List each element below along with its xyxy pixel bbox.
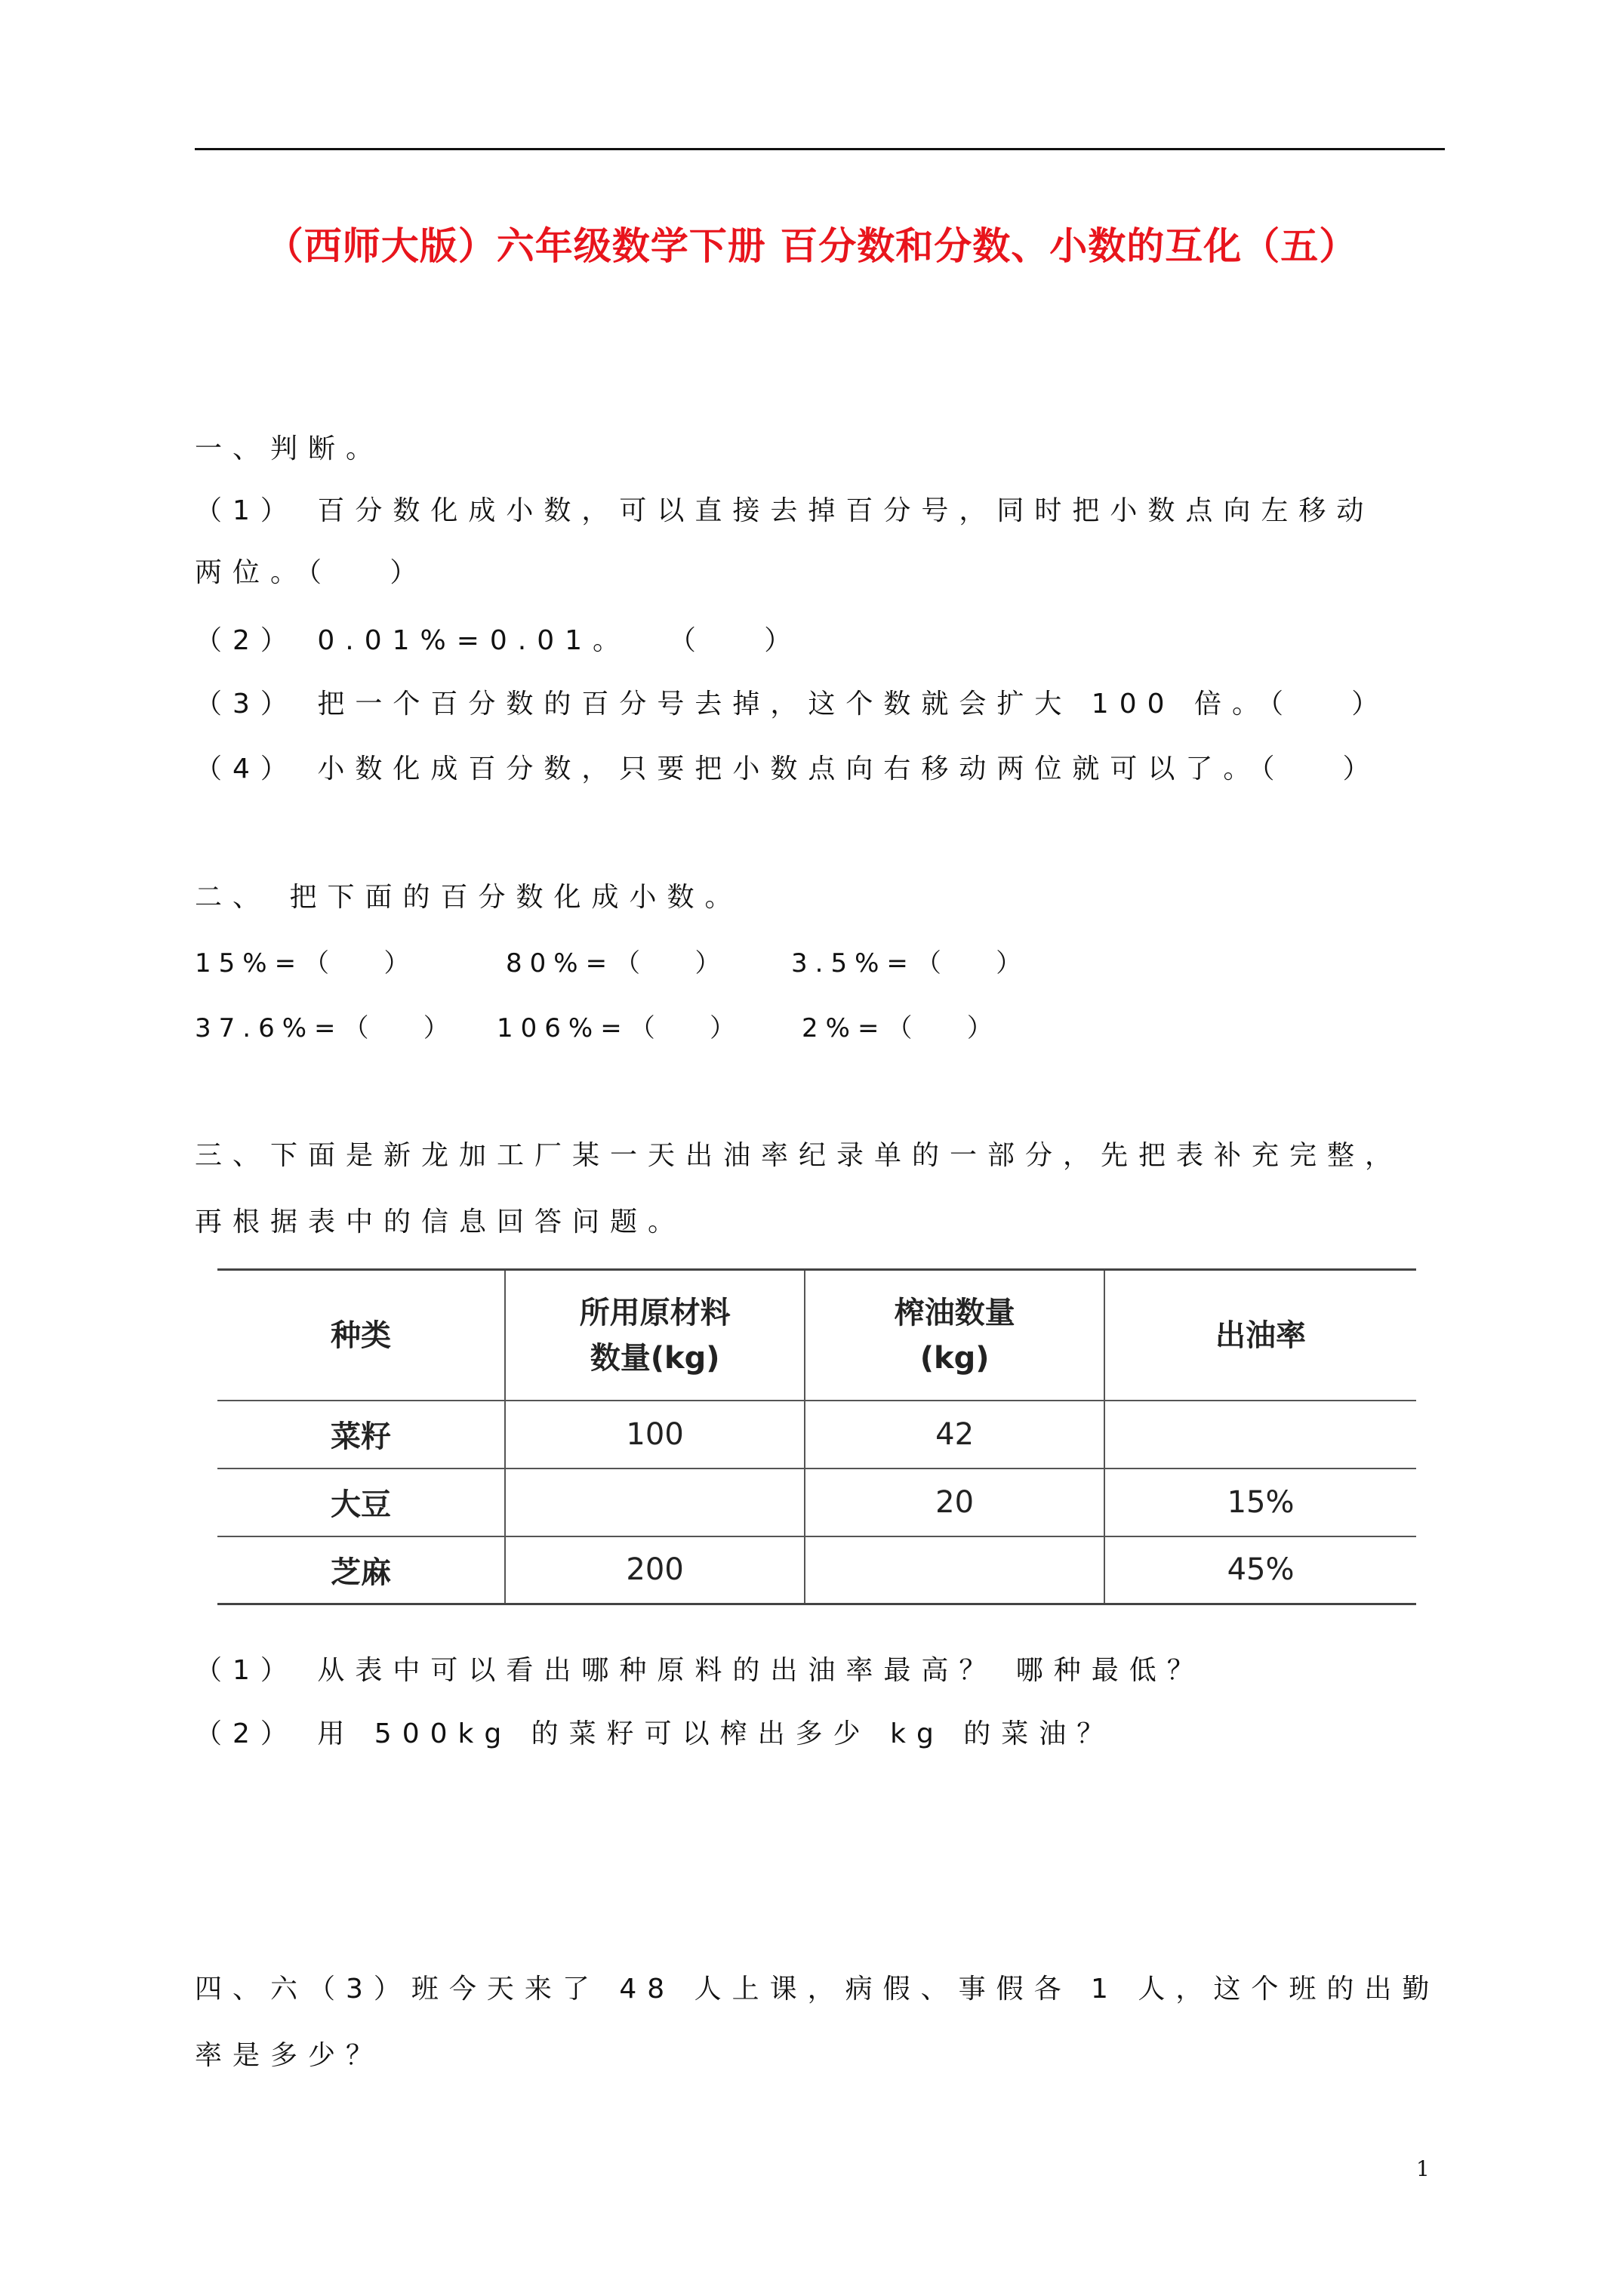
section1-q1-line2: 两位。（ ） <box>195 557 428 588</box>
header-category: 种类 <box>217 1270 505 1401</box>
table-row <box>217 1401 1416 1469</box>
table-header-row <box>217 1270 1416 1401</box>
header-oil-rate: 出油率 <box>1104 1270 1416 1401</box>
header-raw-material <box>505 1270 805 1401</box>
conversion-item: 15%=（ ） <box>195 948 417 978</box>
section3-q1: （1） 从表中可以看出哪种原料的出油率最高？ 哪种最低？ <box>195 1655 1205 1686</box>
conversion-item: 37.6%=（ ） <box>195 1013 457 1043</box>
table-cell: 菜籽 <box>217 1401 505 1469</box>
table-cell: 200 <box>505 1536 805 1604</box>
header-oil-amount <box>805 1270 1104 1401</box>
section1-q3: （3） 把一个百分数的百分号去掉，这个数就会扩大 100 倍。（ ） <box>195 689 1390 720</box>
section2-heading: 二、 把下面的百分数化成小数。 <box>195 882 743 913</box>
section3-heading-line1: 三、下面是新龙加工厂某一天出油率纪录单的一部分，先把表补充完整， <box>195 1140 1403 1171</box>
header-oil-amount-line1: 榨油数量 <box>894 1295 1015 1330</box>
table-cell: 42 <box>805 1401 1104 1469</box>
header-oil-amount-line2: (kg) <box>919 1340 990 1376</box>
section1-q1-line1: （1） 百分数化成小数，可以直接去掉百分号，同时把小数点向左移动 <box>195 495 1375 526</box>
page-title: （西师大版）六年级数学下册 百分数和分数、小数的互化（五） <box>265 223 1358 268</box>
page-number: 1 <box>1416 2156 1430 2181</box>
header-raw-material-line2: 数量(kg) <box>590 1340 720 1376</box>
table-cell <box>805 1536 1104 1604</box>
table-cell: 20 <box>805 1469 1104 1536</box>
header-raw-material-line1: 所用原材料 <box>579 1295 731 1330</box>
section4-line2: 率是多少？ <box>195 2040 384 2071</box>
section3-heading-line2: 再根据表中的信息回答问题。 <box>195 1207 686 1237</box>
conversion-item: 2%=（ ） <box>802 1013 1000 1043</box>
table-cell <box>1104 1401 1416 1469</box>
section4-line1: 四、六（3）班今天来了 48 人上课，病假、事假各 1 人，这个班的出勤 <box>195 1974 1440 2005</box>
conversion-item: 80%=（ ） <box>506 948 728 978</box>
table-cell: 大豆 <box>217 1469 505 1536</box>
section1-q4: （4） 小数化成百分数，只要把小数点向右移动两位就可以了。（ ） <box>195 754 1381 784</box>
table-cell <box>505 1469 805 1536</box>
conversion-item: 106%=（ ） <box>497 1013 744 1043</box>
table-cell: 芝麻 <box>217 1536 505 1604</box>
table-cell: 45% <box>1104 1536 1416 1604</box>
table-cell: 15% <box>1104 1469 1416 1536</box>
section1-q2: （2） 0.01%=0.01。 （ ） <box>195 625 802 656</box>
conversion-item: 3.5%=（ ） <box>791 948 1030 978</box>
table-row <box>217 1469 1416 1536</box>
header-rule <box>195 148 1445 150</box>
oil-yield-table <box>217 1268 1416 1605</box>
table-cell: 100 <box>505 1401 805 1469</box>
table-row <box>217 1536 1416 1604</box>
section3-q2: （2） 用 500kg 的菜籽可以榨出多少 kg 的菜油？ <box>195 1718 1115 1749</box>
section1-heading: 一、判断。 <box>195 433 384 464</box>
